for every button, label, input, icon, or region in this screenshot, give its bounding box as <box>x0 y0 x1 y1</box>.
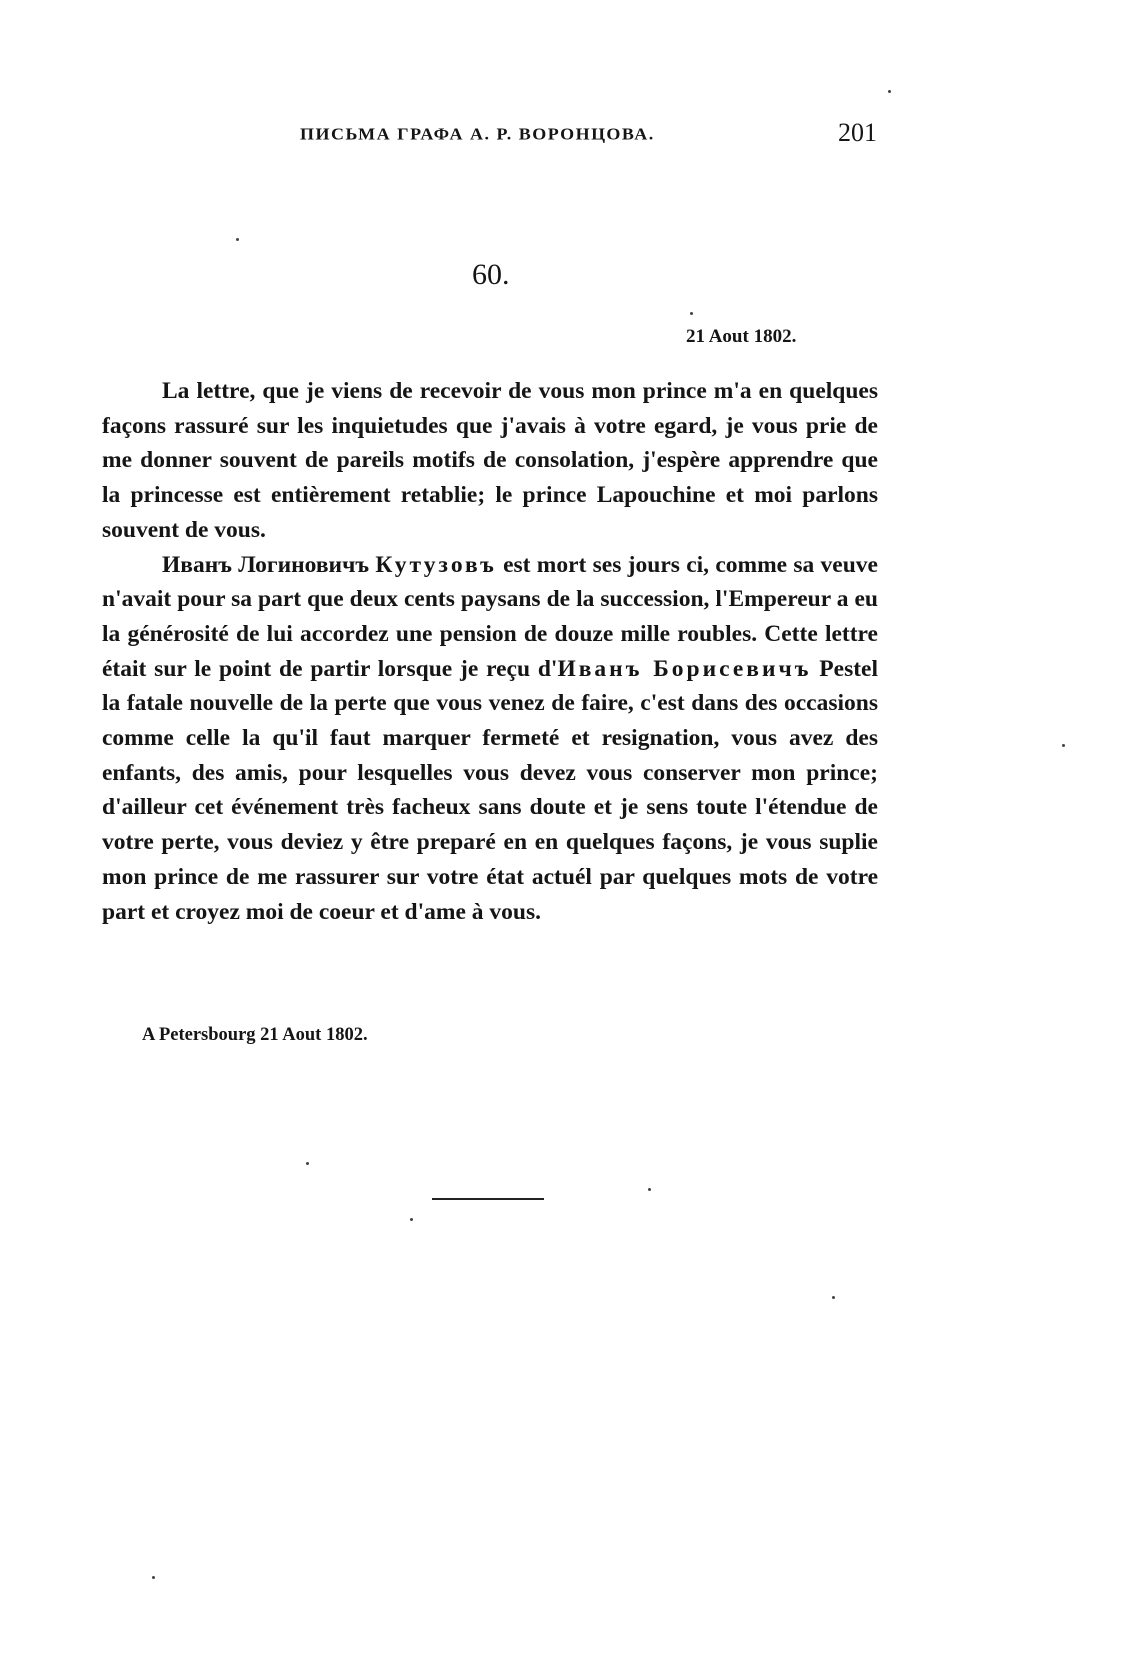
scan-speck <box>410 1218 413 1221</box>
person-name-surname: Кутузовъ <box>375 551 497 578</box>
end-rule <box>432 1198 544 1200</box>
scan-speck <box>648 1188 651 1191</box>
scan-speck <box>832 1296 835 1299</box>
scan-speck <box>888 90 891 93</box>
scan-speck <box>306 1162 309 1165</box>
person-name-first: Иванъ Логиновичъ <box>162 551 370 578</box>
scan-speck <box>690 312 693 315</box>
scan-speck <box>236 238 239 241</box>
paragraph-2 <box>102 548 878 930</box>
person-name-second: Иванъ Борисевичъ <box>557 655 812 682</box>
letter-body <box>102 374 878 929</box>
running-title: ПИСЬМА ГРАФА А. Р. ВОРОНЦОВА. <box>300 124 655 144</box>
paragraph-2-text-a: est mort ses jours ci, comme sa veuve n'avait pour sa part que deux cents paysans de la succession, l'Empereur a eu la générosité de lui accordez une pension de douze mille roubles. Cette lettre était sur le point de partir lorsque je reçu d' <box>102 551 878 682</box>
closing-place-date: A Petersbourg 21 Aout 1802. <box>142 1025 368 1045</box>
letter-date: 21 Aout 1802. <box>686 326 797 347</box>
paragraph-2-text-b: Pestel la fatale nouvelle de la perte que vous venez de faire, c'est dans des occasions comme celle la qu'il faut marquer fermeté et resignation, vous avez des enfants, des amis, pour lesquelles vous devez vous conserver mon prince; d'ailleur cet événement très facheux sans doute et je sens toute l'étendue de votre perte, vous deviez y être preparé en en quelques façons, je vous suplie mon prince de me rassurer sur votre état actuél par quelques mots de votre part et croyez moi de coeur et d'ame à vous. <box>102 655 878 925</box>
page-number: 201 <box>838 118 877 147</box>
letter-number: 60. <box>472 258 510 291</box>
scan-speck <box>1062 744 1065 747</box>
scan-speck <box>152 1576 155 1579</box>
paragraph-1: La lettre, que je viens de recevoir de vous mon prince m'a en quelques façons rassuré sur les inquietudes que j'avais à votre egard, je vous prie de me donner souvent de pareils motifs de consolation, j'espère apprendre que la princesse est entièrement retablie; le prince Lapouchine et moi parlons souvent de vous. <box>102 378 878 543</box>
